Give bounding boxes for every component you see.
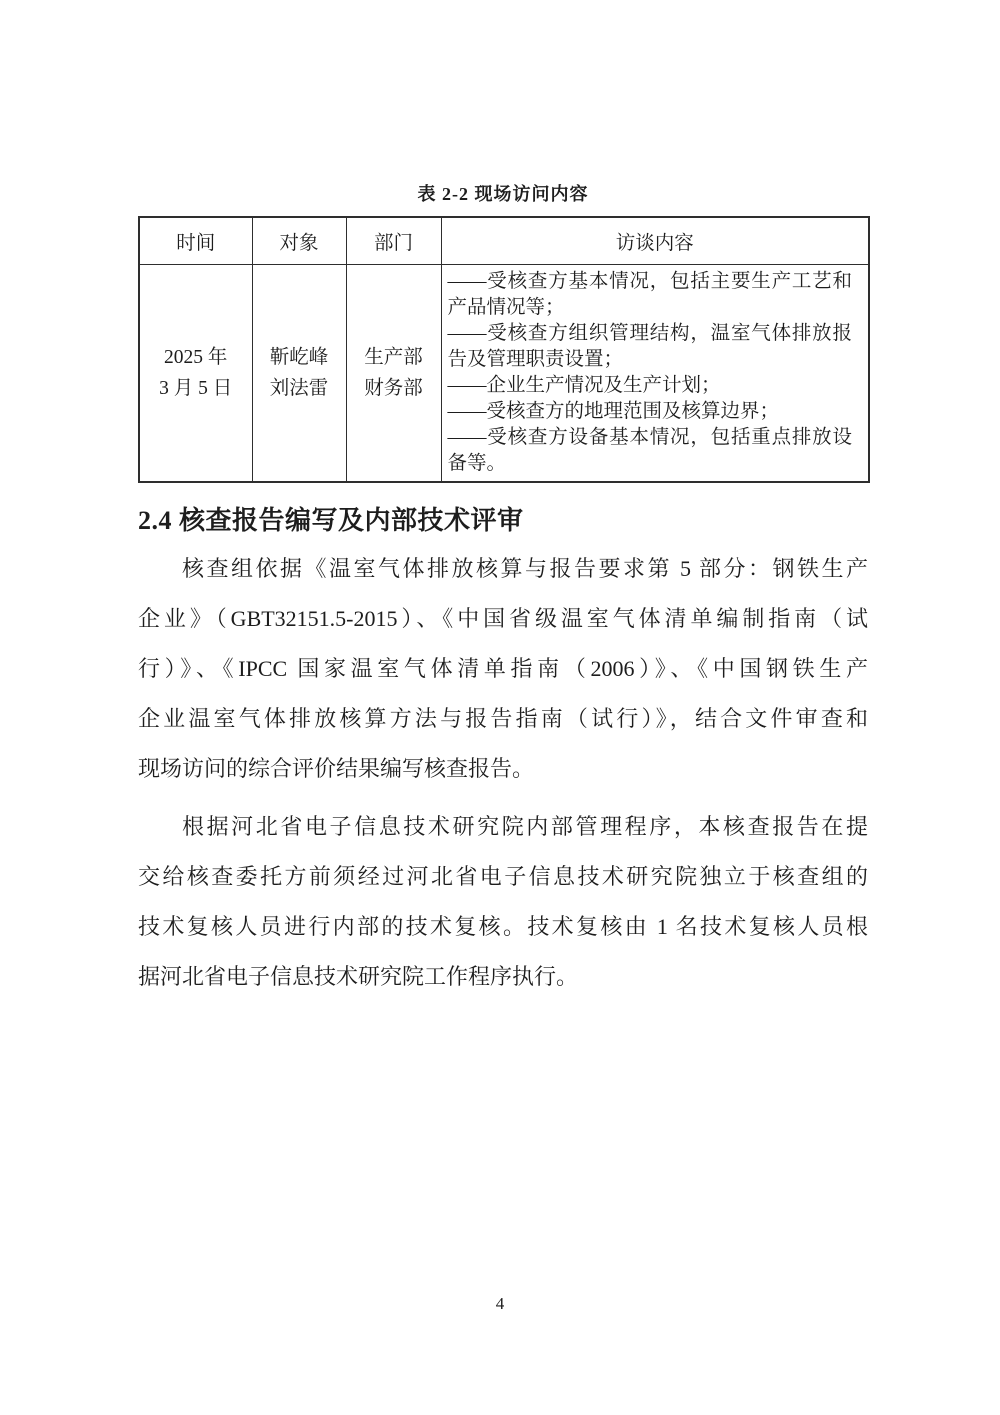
paragraph-line: 技术复核人员进行内部的技术复核。技术复核由 1 名技术复核人员根 xyxy=(138,913,868,939)
content-item: ——受核查方设备基本情况，包括重点排放设备等。 xyxy=(447,426,852,474)
column-header-subject: 对象 xyxy=(252,217,346,264)
paragraph-line: 据河北省电子信息技术研究院工作程序执行。 xyxy=(138,963,579,989)
content-item: ——受核查方组织管理结构，温室气体排放报告及管理职责设置； xyxy=(447,322,852,370)
section-heading: 2.4 核查报告编写及内部技术评审 xyxy=(138,505,524,535)
table-header-row xyxy=(139,217,869,264)
cell-subject xyxy=(252,264,346,482)
department-name-2: 财务部 xyxy=(364,377,423,399)
paragraph-line: 现场访问的综合评价结果编写核查报告。 xyxy=(138,755,535,781)
paragraph-line: 根据河北省电子信息技术研究院内部管理程序，本核查报告在提 xyxy=(182,813,868,839)
time-line-year: 2025 年 xyxy=(164,346,228,368)
paragraph-line: 企业》（GBT32151.5-2015）、《中国省级温室气体清单编制指南（试 xyxy=(138,605,868,631)
cell-department xyxy=(346,264,441,482)
paragraph-line: 企业温室气体排放核算方法与报告指南（试行）》，结合文件审查和 xyxy=(138,705,868,731)
content-item: ——企业生产情况及生产计划； xyxy=(447,374,721,396)
column-header-interview-content: 访谈内容 xyxy=(441,217,869,264)
paragraph-line: 核查组依据《温室气体排放核算与报告要求第 5 部分：钢铁生产 xyxy=(182,555,868,581)
subject-name-2: 刘法雷 xyxy=(269,377,329,399)
content-item: ——受核查方的地理范围及核算边界； xyxy=(447,400,780,422)
page-number: 4 xyxy=(495,1294,505,1313)
paragraph xyxy=(138,544,868,794)
paragraph-line: 行）》、《IPCC 国家温室气体清单指南（2006）》、《中国钢铁生产 xyxy=(138,655,868,681)
column-header-department: 部门 xyxy=(346,217,441,264)
column-header-time: 时间 xyxy=(139,217,252,264)
cell-interview-content xyxy=(441,264,869,482)
department-name-1: 生产部 xyxy=(364,346,423,368)
cell-time xyxy=(139,264,252,482)
table-caption: 表 2-2 现场访问内容 xyxy=(417,184,589,204)
site-visit-table xyxy=(138,216,870,483)
table-row xyxy=(139,264,869,482)
subject-name-1: 靳屹峰 xyxy=(269,346,329,368)
content-item: ——受核查方基本情况，包括主要生产工艺和产品情况等； xyxy=(447,270,852,318)
time-line-date: 3 月 5 日 xyxy=(159,377,233,399)
paragraph xyxy=(138,802,868,1002)
paragraph-line: 交给核查委托方前须经过河北省电子信息技术研究院独立于核查组的 xyxy=(138,863,868,889)
document-content xyxy=(138,183,868,1002)
